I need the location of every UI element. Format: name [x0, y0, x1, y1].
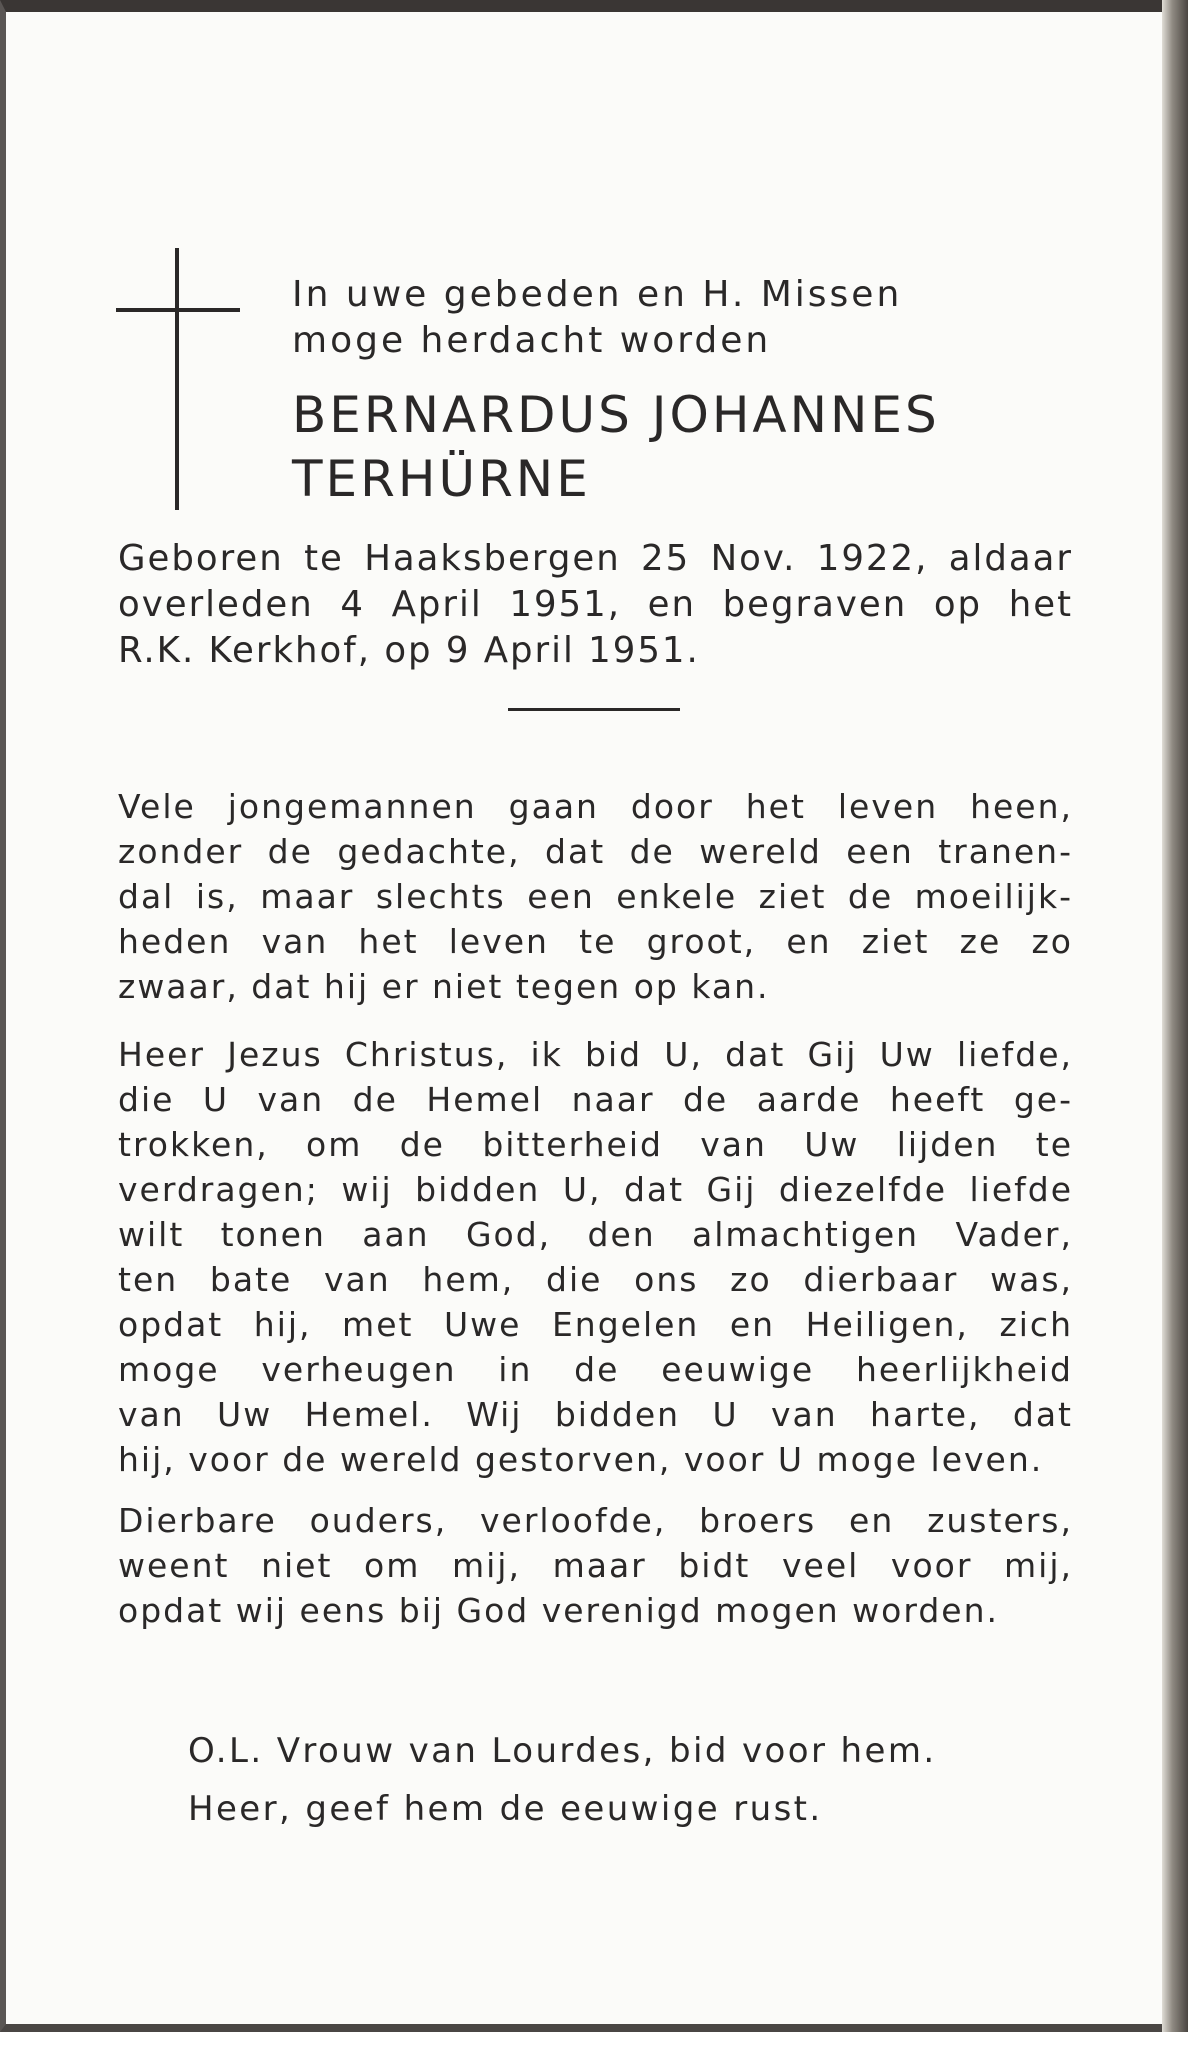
name-line: TERHÜRNE	[292, 450, 591, 508]
closing-line: Heer, geef hem de eeuwige rust.	[188, 1789, 823, 1829]
text-line: verdragen; wij bidden U, dat Gij diezelfde liefde	[118, 1170, 1073, 1209]
birth-line: R.K. Kerkhof, op 9 April 1951.	[118, 630, 700, 671]
text-line: zonder de gedachte, dat de wereld een tranen-	[118, 832, 1073, 871]
text-line: wilt tonen aan God, den almachtigen Vader,	[118, 1215, 1073, 1254]
text-line: zwaar, dat hij er niet tegen op kan.	[118, 967, 770, 1006]
prayer-paragraph	[118, 1032, 1073, 1482]
page-margin	[0, 2032, 1188, 2055]
birth-death-details	[118, 536, 1073, 674]
intro-line: In uwe gebeden en H. Missen	[292, 274, 903, 315]
birth-line: overleden 4 April 1951, en begraven op het	[118, 584, 1073, 625]
name-line: BERNARDUS JOHANNES	[292, 386, 940, 444]
text-line: dal is, maar slechts een enkele ziet de moeilijk-	[118, 877, 1073, 916]
deceased-name	[292, 383, 940, 511]
closing-line: O.L. Vrouw van Lourdes, bid voor hem.	[188, 1731, 937, 1771]
intro-line: moge herdacht worden	[292, 320, 772, 361]
text-line: opdat hij, met Uwe Engelen en Heiligen, zich	[118, 1305, 1073, 1344]
cross-vertical-bar	[175, 248, 179, 510]
closing-prayer	[188, 1722, 937, 1838]
text-line: ten bate van hem, die ons zo dierbaar was,	[118, 1260, 1073, 1299]
text-line: hij, voor de wereld gestorven, voor U moge leven.	[118, 1440, 1044, 1479]
section-divider	[508, 708, 680, 711]
text-line: die U van de Hemel naar de aarde heeft ge-	[118, 1080, 1073, 1119]
text-line: opdat wij eens bij God verenigd mogen worden.	[118, 1591, 999, 1630]
prayer-intro	[292, 272, 902, 364]
text-line: Heer Jezus Christus, ik bid U, dat Gij Uw liefde,	[118, 1035, 1073, 1074]
text-line: van Uw Hemel. Wij bidden U van harte, dat	[118, 1395, 1073, 1434]
farewell-paragraph	[118, 1498, 1073, 1633]
text-line: Vele jongemannen gaan door het leven heen,	[118, 787, 1073, 826]
text-line: moge verheugen in de eeuwige heerlijkheid	[118, 1350, 1073, 1389]
text-line: Dierbare ouders, verloofde, broers en zusters,	[118, 1501, 1073, 1540]
cross-horizontal-bar	[116, 308, 240, 312]
text-line: trokken, om de bitterheid van Uw lijden te	[118, 1125, 1073, 1164]
text-line: heden van het leven te groot, en ziet ze zo	[118, 922, 1073, 961]
birth-line: Geboren te Haaksbergen 25 Nov. 1922, aldaar	[118, 538, 1073, 579]
card-edge	[1162, 0, 1188, 2032]
cross-icon	[116, 248, 240, 510]
text-line: weent niet om mij, maar bidt veel voor mij,	[118, 1546, 1073, 1585]
reflection-paragraph	[118, 784, 1073, 1009]
